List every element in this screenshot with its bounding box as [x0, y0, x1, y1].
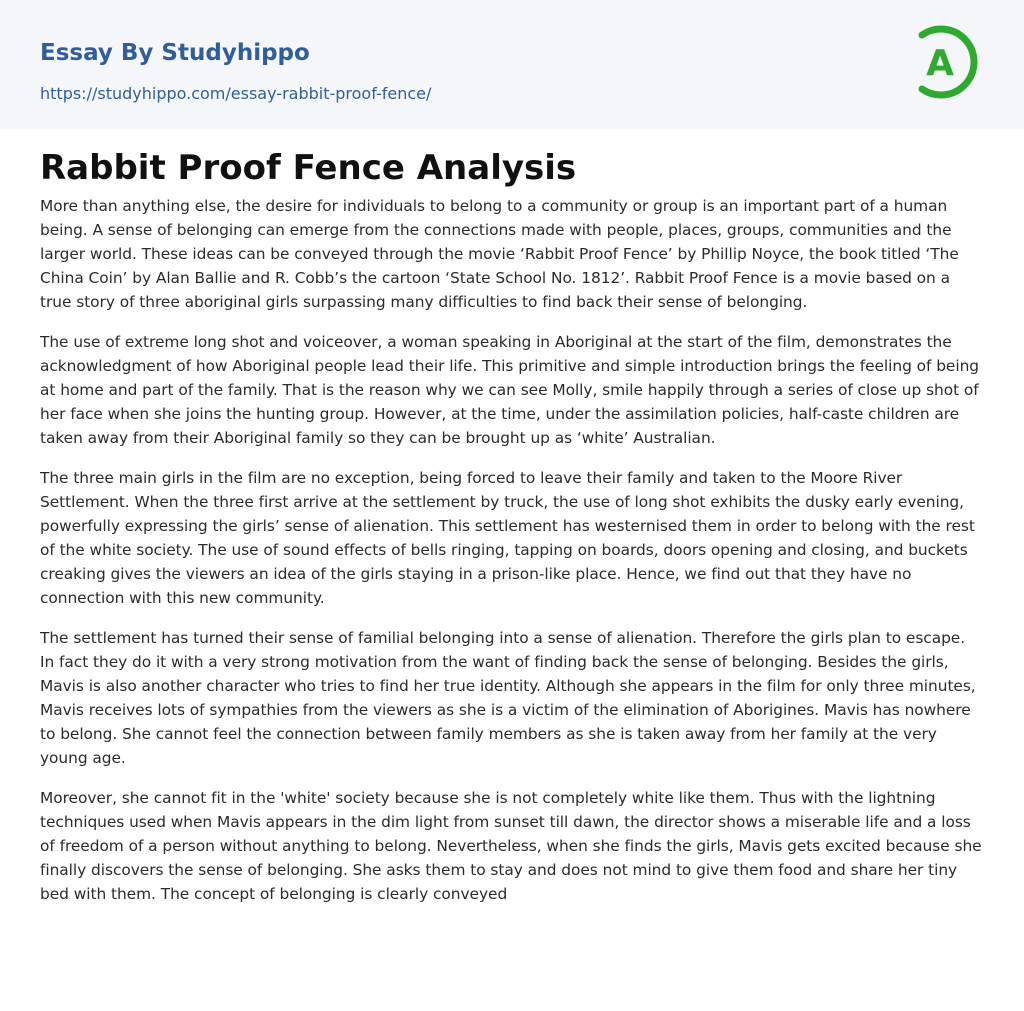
studyhippo-logo-icon[interactable] [910, 18, 988, 106]
essay-title: Rabbit Proof Fence Analysis [40, 148, 577, 188]
essay-paragraph-1: More than anything else, the desire for individuals to belong to a community or group is an important part of a human being. A sense of belonging can emerge from the connections made with people, places, groups, communities and the larger world. These ideas can be conveyed through the movie ‘Rabbit Proof Fence’ by Phillip Noyce, the book titled ‘The China Coin’ by Alan Ballie and R. Cobb’s the cartoon ‘State School No. 1812’. Rabbit Proof Fence is a movie based on a true story of three aboriginal girls surpassing many difficulties to find back their sense of belonging. [40, 197, 959, 311]
logo-letter: A [926, 43, 954, 84]
essay-content [0, 129, 1024, 906]
site-brand[interactable]: Essay By Studyhippo [40, 40, 310, 66]
essay-paragraph-4: The settlement has turned their sense of familial belonging into a sense of alienation. Therefore the girls plan to escape. In fact they do it with a very strong motivation from the want of finding back the sense of belonging. Besides the girls, Mavis is also another character who tries to find her true identity. Although she appears in the film for only three minutes, Mavis receives lots of sympathies from the viewers as she is a victim of the elimination of Aborigines. Mavis has nowhere to belong. She cannot feel the connection between family members as she is taken away from her family at the very young age. [40, 629, 976, 767]
essay-paragraph-5: Moreover, she cannot fit in the 'white' society because she is not completely white like them. Thus with the lightning techniques used when Mavis appears in the dim light from sunset till dawn, the director shows a miserable life and a loss of freedom of a person without anything to belong. Nevertheless, when she finds the girls, Mavis gets excited because she finally discovers the sense of belonging. She asks them to stay and does not mind to give them food and share her tiny bed with them. The concept of belonging is clearly conveyed [40, 789, 982, 903]
site-header [0, 0, 1024, 129]
essay-paragraph-3: The three main girls in the film are no exception, being forced to leave their family and taken to the Moore River Settlement. When the three first arrive at the settlement by truck, the use of long shot exhibits the dusky early evening, powerfully expressing the girls’ sense of alienation. This settlement has westernised them in order to belong with the rest of the white society. The use of sound effects of bells ringing, tapping on boards, doors opening and closing, and buckets creaking gives the viewers an idea of the girls staying in a prison-like place. Hence, we find out that they have no connection with this new community. [40, 469, 975, 607]
essay-url-link[interactable]: https://studyhippo.com/essay-rabbit-proof-fence/ [40, 84, 432, 103]
essay-paragraph-2: The use of extreme long shot and voiceover, a woman speaking in Aboriginal at the start of the film, demonstrates the acknowledgment of how Aboriginal people lead their life. This primitive and simple introduction brings the feeling of being at home and part of the family. That is the reason why we can see Molly, smile happily through a series of close up shot of her face when she joins the hunting group. However, at the time, under the assimilation policies, half-caste children are taken away from their Aboriginal family so they can be brought up as ‘white’ Australian. [40, 333, 979, 447]
